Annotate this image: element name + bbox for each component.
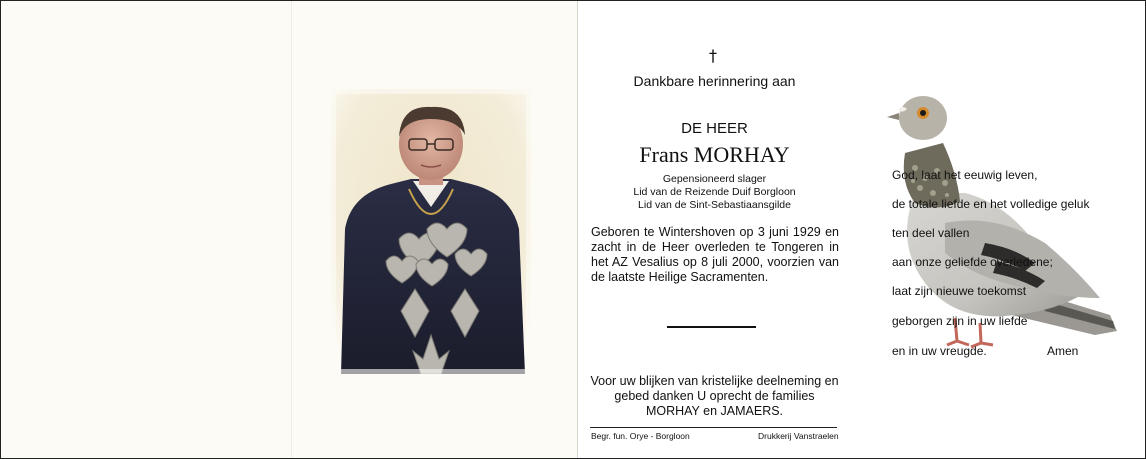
poem-line: ten deel vallen (892, 226, 970, 240)
thanks-line: gebed danken U oprecht de families (614, 389, 815, 403)
inner-fold (291, 1, 292, 458)
role-line: Lid van de Reizende Duif Borgloon (633, 186, 796, 198)
funeral-director: Begr. fun. Orye - Borgloon (591, 431, 690, 441)
left-panel (1, 1, 577, 458)
amen: Amen (1047, 344, 1079, 358)
poem-line: aan onze geliefde overledene; (892, 255, 1053, 269)
role-line: Lid van de Sint-Sebastiaansgilde (638, 199, 791, 211)
cross-icon: † (709, 46, 717, 65)
thanks-line: Voor uw blijken van kristelijke deelneming en (590, 374, 839, 388)
portrait-photo (331, 89, 531, 374)
thanks-note (578, 374, 851, 419)
remembrance-heading: Dankbare herinnering aan (633, 73, 796, 89)
divider (667, 326, 756, 328)
biography: Geboren te Wintershoven op 3 juni 1929 en zacht in de Heer overleden te Tongeren in het AZ Vesalius op 8 juli 2000, voorzien van de laatste Heilige Sacramenten. (591, 225, 839, 284)
poem-line: laat zijn nieuwe toekomst (892, 284, 1027, 298)
poem-line: geborgen zijn in uw liefde (892, 314, 1028, 328)
roles-list (578, 173, 851, 212)
right-panel (578, 1, 1145, 458)
poem-line: en in uw vreugde. (892, 344, 987, 358)
portrait-illustration (331, 89, 531, 374)
role-line: Gepensioneerd slager (662, 173, 767, 185)
poem-line: God, laat het eeuwig leven, (892, 168, 1038, 182)
honorific: DE HEER (681, 120, 748, 137)
footer-divider (590, 427, 837, 428)
poem-line: de totale liefde en het volledige geluk (892, 197, 1090, 211)
printer-credit: Drukkerij Vanstraelen (758, 431, 839, 441)
thanks-line: MORHAY en JAMAERS. (645, 404, 784, 418)
deceased-name: Frans MORHAY (639, 142, 790, 167)
